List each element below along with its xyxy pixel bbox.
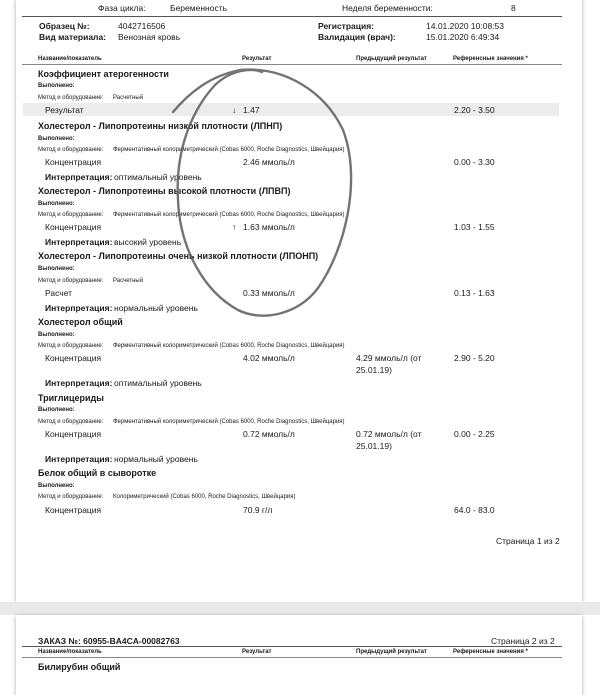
previous-value: 0.72 ммоль/л (от [356,429,422,439]
test-title: Холестерол - Липопротеины высокой плотности (ЛПВП) [38,186,291,196]
sample-label: Образец №: [39,21,90,31]
done-label: Выполнено: [38,332,75,338]
method-label: Метод и оборудование: [38,95,104,101]
validation-label: Валидация (врач): [318,32,396,42]
cycle-phase-value: Беременность [170,3,228,13]
interpretation-value: нормальный уровень [114,454,198,464]
method-label: Метод и оборудование: [38,147,104,153]
reference-value: 1.03 - 1.55 [454,222,495,232]
page2-header-divider [22,657,562,658]
result-value: 2.46 ммоль/л [243,157,295,167]
method-label: Метод и оборудование: [38,419,104,425]
method-value: Ферментативный колориметрический (Cobas 6000, Roche Diagnostics, Швейцария) [113,419,345,425]
reference-value: 2.90 - 5.20 [454,353,495,363]
test-title: Билирубин общий [38,662,121,672]
column-header-divider [22,64,562,65]
previous-date: 25.01.19) [356,365,392,375]
page-number: Страница 2 из 2 [491,636,555,646]
method-value: Ферментативный колориметрический (Cobas 6000, Roche Diagnostics, Швейцария) [113,147,345,153]
done-label: Выполнено: [38,407,75,413]
done-label: Выполнено: [38,483,75,489]
header-divider [22,16,562,17]
param-name: Концентрация [45,429,102,439]
param-name: Концентрация [45,353,102,363]
reference-value: 2.20 - 3.50 [454,105,495,115]
cycle-phase-label: Фаза цикла: [98,3,146,13]
column-header-reference: Референсные значения * [453,649,528,655]
method-label: Метод и оборудование: [38,278,104,284]
page2-divider [22,646,562,647]
method-label: Метод и оборудование: [38,494,104,500]
interpretation-label: Интерпретация: [45,172,113,182]
column-header-reference: Референсные значения * [453,56,528,62]
param-name: Концентрация [45,157,102,167]
column-header-result: Результат [242,649,272,655]
column-header-result: Результат [242,56,272,62]
interpretation-label: Интерпретация: [45,378,113,388]
done-label: Выполнено: [38,83,75,89]
interpretation-value: высокий уровень [114,237,182,247]
interpretation-label: Интерпретация: [45,303,113,313]
test-title: Холестерол общий [38,317,123,327]
method-label: Метод и оборудование: [38,343,104,349]
done-label: Выполнено: [38,201,75,207]
material-value: Венозная кровь [118,32,181,42]
done-label: Выполнено: [38,266,75,272]
result-value: 4.02 ммоль/л [243,353,295,363]
result-value: 1.47 [243,105,260,115]
param-name: Концентрация [45,222,102,232]
column-header-previous: Предыдущий результат [356,649,427,655]
method-label: Метод и оборудование: [38,212,104,218]
registration-label: Регистрация: [318,21,375,31]
reference-value: 0.00 - 2.25 [454,429,495,439]
method-value: Расчетный [113,95,144,101]
result-value: 1.63 ммоль/л [243,222,295,232]
reference-value: 0.00 - 3.30 [454,157,495,167]
flag-low-icon: ↓ [232,105,237,115]
column-header-name: Название/показатель [38,649,102,655]
method-value: Ферментативный колориметрический (Cobas 6000, Roche Diagnostics, Швейцария) [113,343,345,349]
method-value: Ферментативный колориметрический (Cobas 6000, Roche Diagnostics, Швейцария) [113,212,345,218]
method-value: Расчетный [113,278,144,284]
param-name: Концентрация [45,505,102,515]
sample-value: 4042716506 [118,21,166,31]
column-header-previous: Предыдущий результат [356,56,427,62]
result-value: 0.33 ммоль/л [243,288,295,298]
report-page-2 [16,615,582,695]
previous-date: 25.01.19) [356,441,392,451]
reference-value: 64.0 - 83.0 [454,505,495,515]
interpretation-label: Интерпретация: [45,237,113,247]
pregnancy-week-label: Неделя беременности: [342,3,433,13]
pregnancy-week-value: 8 [511,3,516,13]
done-label: Выполнено: [38,136,75,142]
registration-value: 14.01.2020 10:08:53 [426,21,504,31]
param-name: Расчет [45,288,73,298]
result-value: 0.72 ммоль/л [243,429,295,439]
test-title: Белок общий в сыворотке [38,468,157,478]
page-gap [0,602,600,615]
interpretation-value: оптимальный уровень [114,172,202,182]
method-value: Колориметрический (Cobas 6000, Roche Diagnostics, Швейцария) [113,494,296,500]
previous-value: 4.29 ммоль/л (от [356,353,422,363]
interpretation-label: Интерпретация: [45,454,113,464]
material-label: Вид материала: [39,32,107,42]
reference-value: 0.13 - 1.63 [454,288,495,298]
test-title: Холестерол - Липопротеины низкой плотности (ЛПНП) [38,121,283,131]
interpretation-value: нормальный уровень [114,303,198,313]
column-header-name: Название/показатель [38,56,102,62]
test-title: Коэффициент атерогенности [38,69,169,79]
result-value: 70.9 г/л [243,505,273,515]
order-number: ЗАКАЗ №: 60955-BA4CA-00082763 [38,636,180,646]
test-title: Триглицериды [38,393,104,403]
param-name: Результат [45,105,84,115]
validation-value: 15.01.2020 6:49:34 [426,32,500,42]
test-title: Холестерол - Липопротеины очень низкой плотности (ЛПОНП) [38,251,319,261]
page-number: Страница 1 из 2 [496,536,560,546]
flag-high-icon: ↑ [232,222,237,232]
interpretation-value: оптимальный уровень [114,378,202,388]
